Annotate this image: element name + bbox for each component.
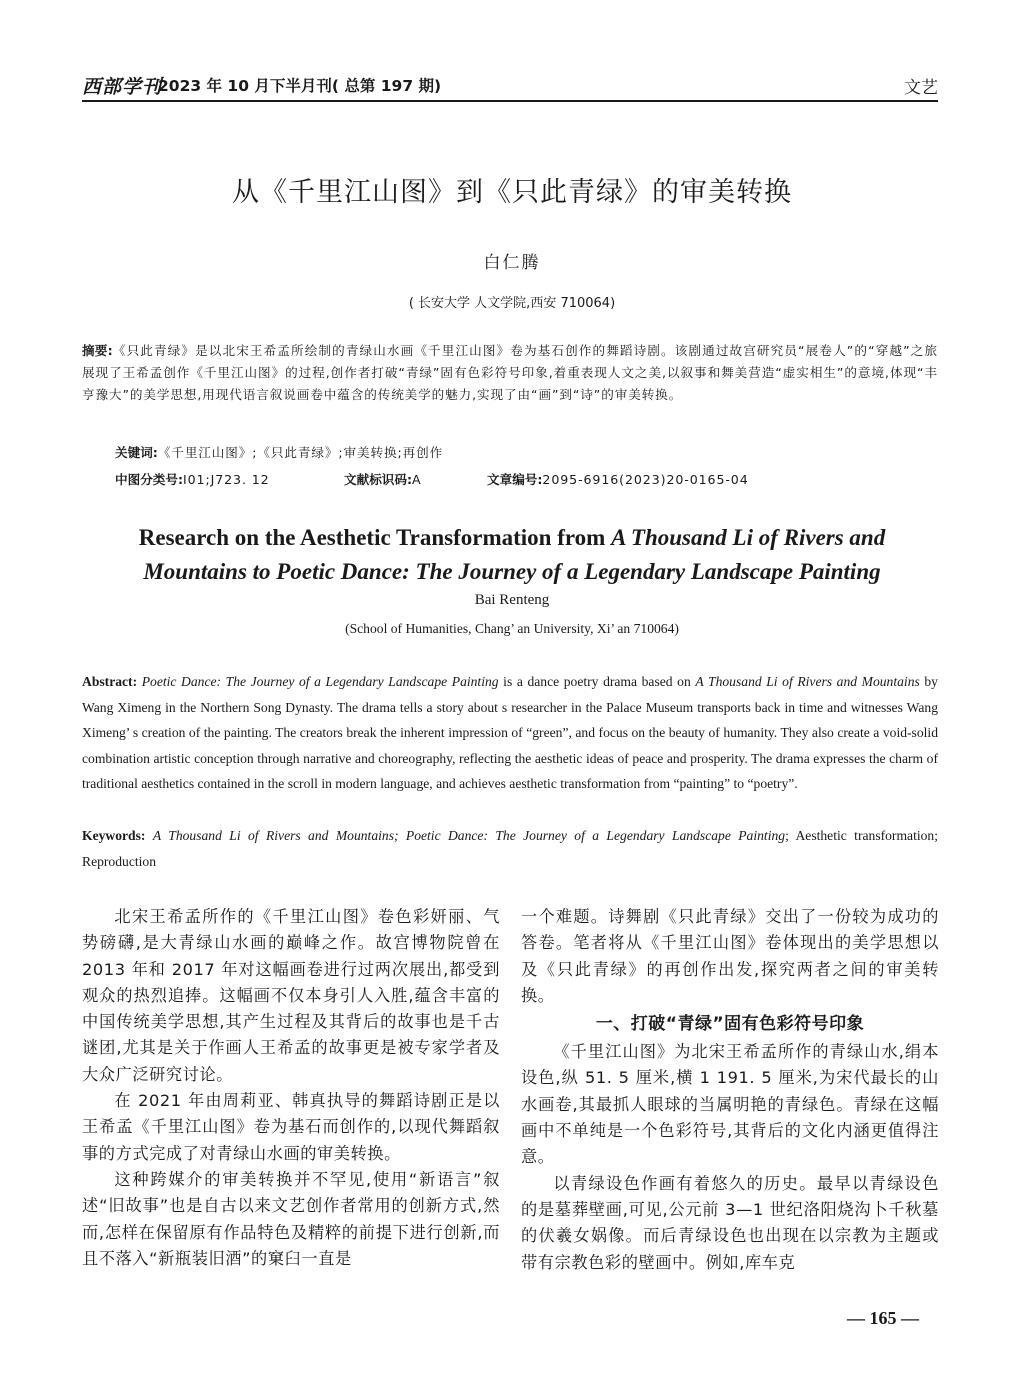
document-code-value: A — [412, 472, 422, 487]
english-abstract-label: Abstract: — [82, 674, 138, 689]
english-abstract — [82, 669, 938, 797]
class-number-value: I01;J723. 12 — [183, 472, 270, 487]
english-keywords-text: ; Aesthetic transformation; Reproduction — [82, 828, 938, 869]
english-keywords-italic: A Thousand Li of Rivers and Mountains; Poetic Dance: The Journey of a Legendary Landscape Painting — [152, 828, 786, 843]
body-right-column — [521, 904, 939, 1276]
english-title-italic-1: A Thousand Li of Rivers and — [611, 525, 886, 550]
article-number-value: 2095-6916(2023)20-0165-04 — [542, 472, 749, 487]
class-number-label: 中图分类号: — [115, 472, 184, 487]
english-abstract-italic-2: A Thousand Li of Rivers and Mountains — [695, 674, 920, 689]
chinese-abstract-label: 摘要: — [82, 343, 113, 358]
chinese-affiliation: ( 长安大学 人文学院,西安 710064) — [408, 296, 616, 311]
section-heading: 一、打破“青绿”固有色彩符号印象 — [595, 1014, 865, 1035]
body-paragraph: 《千里江山图》为北宋王希孟所作的青绿山水,绢本设色,纵 51. 5 厘米,横 1 191. 5 厘米,为宋代最长的山水画卷,其最抓人眼球的当属明艳的青绿色。青绿在这幅画中不单纯是一个色彩符号,其背后的文化内涵更值得注意。 — [521, 1042, 939, 1167]
chinese-abstract-text: 《只此青绿》是以北宋王希孟所绘制的青绿山水画《千里江山图》卷为基石创作的舞蹈诗剧。该剧通过故宫研究员“展卷人”的“穿越”之旅展现了王希孟创作《千里江山图》的过程,创作者打破“青绿”固有色彩符号印象,着重表现人文之美,以叙事和舞美营造“虚实相生”的意境,体现“丰亨豫大”的美学思想,用现代语言叙说画卷中蕴含的传统美学的魅力,实现了由“画”到“诗”的审美转换。 — [82, 343, 938, 402]
english-abstract-text-1: is a dance poetry drama based on — [498, 674, 696, 689]
chinese-title: 从《千里江山图》到《只此青绿》的审美转换 — [232, 177, 792, 208]
journal-issue: 2023 年 10 月下半月刊( 总第 197 期) — [158, 77, 442, 95]
english-abstract-text-2: by Wang Ximeng in the Northern Song Dynasty. The drama tells a story about s researcher in the Palace Museum transports back in time and witnesses Wang Ximeng’ s creation of the painting. The creators break the inherent impression of “green”, and focus on the beauty of humanity. They also create a void-solid combination artistic conception through narrative and choreography, reflecting the aesthetic ideas of peace and prosperity. The drama expresses the charm of traditional aesthetics contained in the scroll in modern language, and achieves aesthetic transformation from “painting” to “poetry”. — [82, 674, 938, 792]
page-number: — 165 — — [847, 1308, 919, 1328]
section-label: 文艺 — [904, 78, 938, 98]
body-paragraph: 在 2021 年由周莉亚、韩真执导的舞蹈诗剧正是以王希孟《千里江山图》卷为基石而创作的,以现代舞蹈叙事的方式完成了对青绿山水画的审美转换。 — [82, 1091, 500, 1163]
english-keywords — [82, 823, 938, 875]
running-header — [82, 66, 938, 102]
body-paragraph: 这种跨媒介的审美转换并不罕见,使用“新语言”叙述“旧故事”也是自古以来文艺创作者常用的创新方式,然而,怎样在保留原有作品特色及精粹的前提下进行创新,而且不落入“新瓶装旧酒”的窠臼一直是 — [82, 1169, 500, 1268]
chinese-keywords — [115, 442, 443, 461]
english-author: Bai Renteng — [474, 592, 550, 608]
english-title — [0, 521, 1024, 589]
chinese-abstract — [82, 340, 938, 406]
document-code-label: 文献标识码: — [344, 472, 413, 487]
chinese-author: 白仁腾 — [483, 253, 541, 273]
body-paragraph-continued: 一个难题。诗舞剧《只此青绿》交出了一份较为成功的答卷。笔者将从《千里江山图》卷体现出的美学思想以及《只此青绿》的再创作出发,探究两者之间的审美转换。 — [521, 907, 939, 1005]
classification-line — [115, 469, 749, 488]
english-abstract-italic-1: Poetic Dance: The Journey of a Legendary Landscape Painting — [141, 674, 499, 689]
body-paragraph: 北宋王希孟所作的《千里江山图》卷色彩妍丽、气势磅礴,是大青绿山水画的巅峰之作。故宫博物院曾在 2013 年和 2017 年对这幅画卷进行过两次展出,都受到观众的热烈追捧。这幅画不仅本身引人入胜,蕴含丰富的中国传统美学思想,其产生过程及其背后的故事也是千古谜团,尤其是关于作画人王希孟的故事更是被专家学者及大众广泛研究讨论。 — [82, 907, 500, 1084]
english-affiliation: (School of Humanities, Chang’ an University, Xi’ an 710064) — [345, 621, 679, 636]
english-title-plain: Research on the Aesthetic Transformation from — [138, 525, 612, 550]
english-keywords-label: Keywords: — [82, 828, 146, 843]
body-left-column — [82, 904, 500, 1272]
chinese-keywords-text: 《千里江山图》;《只此青绿》;审美转换;再创作 — [157, 445, 444, 460]
english-title-italic-2: Mountains to Poetic Dance: The Journey of a Legendary Landscape Painting — [143, 559, 881, 584]
body-paragraph: 以青绿设色作画有着悠久的历史。最早以青绿设色的是墓葬壁画,可见,公元前 3—1 世纪洛阳烧沟卜千秋墓的伏羲女娲像。而后青绿设色也出现在以宗教为主题或带有宗教色彩的壁画中。例如,库车克 — [521, 1173, 939, 1272]
journal-logo: 西部学刊 — [82, 76, 163, 98]
chinese-keywords-label: 关键词: — [115, 445, 158, 460]
article-number-label: 文章编号: — [487, 472, 543, 487]
